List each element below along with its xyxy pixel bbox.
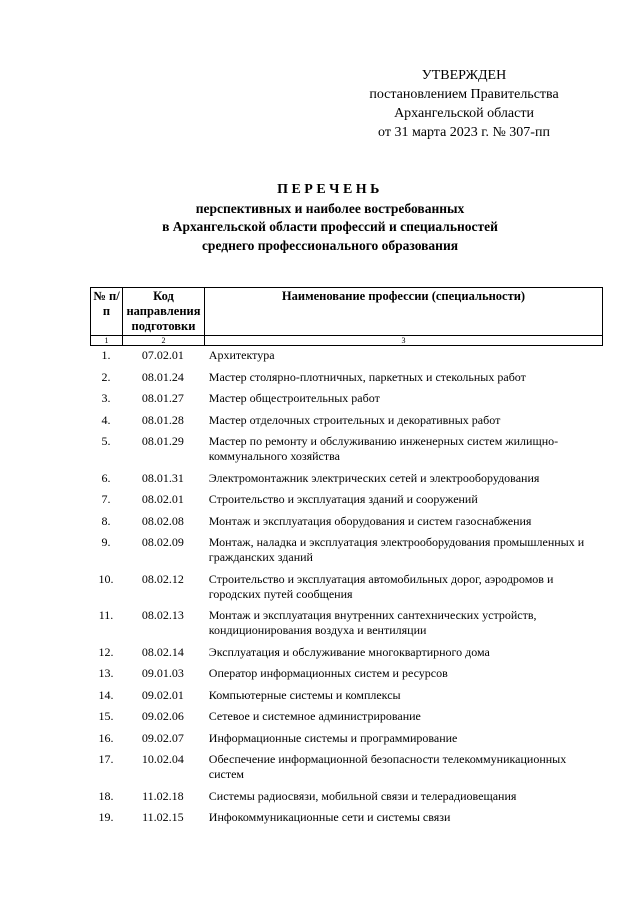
table-row [90,664,603,686]
approval-heading: УТВЕРЖДЕН [421,68,507,83]
row-name: Оператор информационных систем и ресурсов [208,666,448,680]
row-code: 08.01.28 [141,412,184,427]
table-row [90,389,603,411]
row-number: 12. [98,644,114,659]
row-code: 08.02.12 [141,571,184,586]
row-number: 2. [101,369,111,384]
row-code: 09.02.07 [141,730,184,745]
row-name: Компьютерные системы и комплексы [208,687,401,702]
row-code: 10.02.04 [141,752,184,766]
row-number: 13. [98,666,114,680]
row-name: Монтаж и эксплуатация оборудования и систем газоснабжения [208,513,532,528]
approval-date: от 31 марта 2023 г. № 307-пп [378,125,550,140]
row-code: 11.02.15 [142,810,184,824]
row-number: 15. [98,709,114,723]
row-number: 18. [98,788,114,803]
approval-block [334,66,594,142]
column-number: 3 [205,336,603,346]
row-name: Архитектура [208,348,275,362]
table-row [90,808,603,830]
row-code: 08.02.14 [141,644,184,659]
column-number: 1 [91,336,123,346]
row-name: Информационные системы и программирование [208,730,458,745]
row-number: 1. [101,348,111,362]
row-number: 8. [101,513,111,528]
table-row [90,490,603,512]
row-number: 3. [101,391,111,405]
title-main: ПЕРЕЧЕНЬ [277,182,383,197]
row-number: 19. [98,810,114,824]
table-row [90,432,603,469]
row-code: 08.02.13 [141,608,184,622]
row-name: Обеспечение информационной безопасности телекоммуникационных систем [208,752,567,781]
row-number: 5. [101,434,111,448]
row-name: Сетевое и системное администрирование [208,709,421,723]
row-name: Монтаж и эксплуатация внутренних сантехнических устройств, кондиционирования воздуха и вентиляции [208,608,537,637]
table-row [90,512,603,534]
title-line: среднего профессионального образования [201,237,459,253]
row-number: 4. [101,412,111,427]
title-line: перспективных и наиболее востребованных [195,200,465,216]
row-number: 16. [98,730,114,745]
row-number: 10. [98,571,114,586]
row-code: 08.02.09 [141,535,184,549]
row-name: Мастер отделочных строительных и декоративных работ [208,412,501,427]
table-row [90,533,603,570]
table-row [90,570,603,607]
table-row [90,707,603,729]
table-row [90,411,603,433]
column-number: 2 [123,336,205,346]
row-number: 6. [101,470,111,485]
table-row [90,346,603,368]
table-row [90,729,603,751]
row-code: 09.02.06 [141,709,184,723]
table-body [90,346,603,830]
row-name: Системы радиосвязи, мобильной связи и телерадиовещания [208,788,517,803]
table-row [90,686,603,708]
row-code: 08.01.31 [141,470,184,485]
title-line: в Архангельской области профессий и специальностей [162,219,498,234]
row-name: Мастер по ремонту и обслуживанию инженерных систем жилищно-коммунального хозяйства [208,434,559,463]
row-name: Электромонтажник электрических сетей и электрооборудования [208,470,540,485]
header-code: Код направления подготовки [123,288,205,336]
table-row [90,750,603,787]
header-name: Наименование профессии (специальности) [205,288,603,336]
row-number: 7. [101,492,111,506]
approval-line: постановлением Правительства [369,87,559,102]
row-name: Эксплуатация и обслуживание многоквартирного дома [208,644,490,659]
row-number: 11. [98,608,114,622]
row-number: 17. [98,752,114,766]
table-header [90,287,603,346]
table-row [90,368,603,390]
row-name: Строительство и эксплуатация автомобильных дорог, аэродромов и городских путей сообщения [208,571,554,601]
approval-line: Архангельской области [394,106,534,121]
row-code: 08.01.29 [141,434,184,448]
row-code: 08.02.08 [141,513,184,528]
row-code: 09.01.03 [141,666,184,680]
row-name: Мастер общестроительных работ [208,391,380,405]
row-number: 14. [98,687,114,702]
table-row [90,787,603,809]
table-row [90,643,603,665]
row-code: 07.02.01 [141,348,184,362]
row-name: Мастер столярно-плотничных, паркетных и стекольных работ [208,369,526,384]
table-row [90,606,603,643]
row-number: 9. [101,535,111,549]
row-code: 08.01.24 [141,369,184,384]
table-row [90,469,603,491]
row-name: Инфокоммуникационные сети и системы связи [208,810,451,824]
row-name: Монтаж, наладка и эксплуатация электрооборудования промышленных и гражданских зданий [208,535,585,564]
row-code: 08.01.27 [141,391,184,405]
row-code: 09.02.01 [141,687,184,702]
header-number: № п/п [91,288,123,336]
document-title [80,181,580,255]
row-name: Строительство и эксплуатация зданий и сооружений [208,492,478,506]
row-code: 08.02.01 [141,492,184,506]
row-code: 11.02.18 [142,788,184,803]
